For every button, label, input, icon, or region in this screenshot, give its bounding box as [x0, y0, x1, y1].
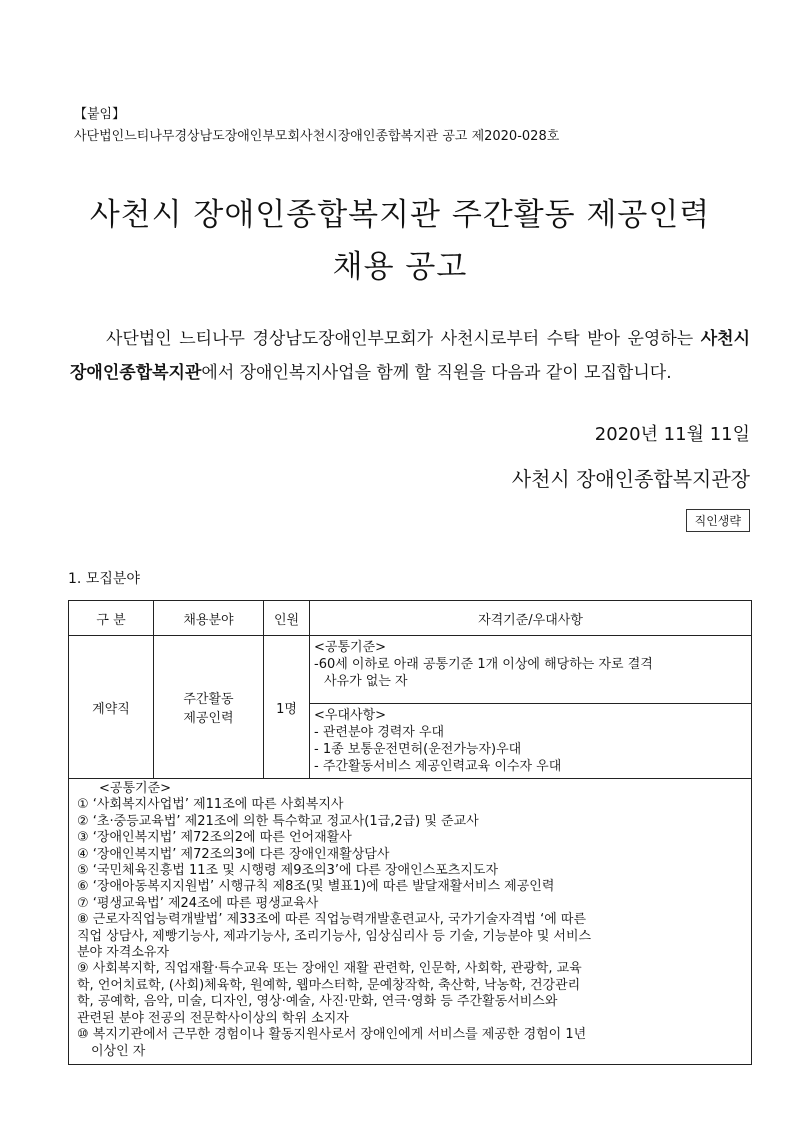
criteria-item-10-line-2: 이상인 자	[91, 1043, 146, 1059]
criteria-item-10-line-1: ⑩ 복지기관에서 근무한 경험이나 활동지원사로서 장애인에게 서비스를 제공한 경험이 1년	[77, 1027, 587, 1043]
cell-count: 1명	[264, 636, 310, 779]
criteria-item-8-line-3: 분야 자격소유자	[77, 945, 170, 961]
header-category: 구 분	[69, 601, 154, 636]
field-line-2: 제공인력	[183, 711, 234, 726]
preference-item: - 주간활동서비스 제공인력교육 이수자 우대	[314, 759, 562, 774]
criteria-item-9-line-4: 관련된 분야 전공의 전문학사이상의 학위 소지자	[77, 1010, 349, 1026]
organization-name: 사천시 장애인종합복지관장	[511, 467, 750, 491]
page-title-line1: 사천시 장애인종합복지관 주간활동 제공인력	[89, 197, 711, 233]
cell-common-criteria	[310, 636, 752, 704]
criteria-item: ② ‘초·중등교육법’ 제21조에 의한 특수학교 정교사(1급,2급) 및 준교사	[77, 813, 479, 829]
common-criteria-line-1: -60세 이하로 아래 공통기준 1개 이상에 해당하는 자로 결격	[314, 657, 653, 672]
criteria-item: ⑤ ‘국민체육진흥법 11조 및 시행령 제9조의3’에 다른 장애인스포츠지도자	[77, 863, 498, 879]
field-line-1: 주간활동	[183, 692, 234, 707]
notice-date: 2020년 11월 11일	[594, 424, 750, 445]
table-header-row	[69, 601, 752, 636]
common-criteria-line-2: 사유가 없는 자	[324, 674, 408, 689]
page-title-line2: 채용 공고	[332, 249, 468, 285]
preference-item: - 1종 보통운전면허(운전가능자)우대	[314, 742, 522, 757]
attachment-label: 【붙임】	[74, 107, 126, 122]
criteria-item-8-line-2: 직업 상담사, 제빵기능사, 제과기능사, 조리기능사, 임상심리사 등 기술, 기능분야 및 서비스	[77, 928, 592, 944]
intro-text-2: 에서 장애인복지사업을 함께 할 직원을 다음과 같이 모집합니다.	[201, 363, 672, 383]
table-row-footnote	[69, 779, 752, 1065]
criteria-item: ④ ‘장애인복지법’ 제72조의3에 다른 장애인재활상담사	[77, 846, 390, 862]
header-criteria: 자격기준/우대사항	[310, 601, 752, 636]
footnote-title: <공통기준>	[99, 781, 172, 796]
criteria-item: ③ ‘장애인복지법’ 제72조의2에 따른 언어재활사	[77, 830, 352, 846]
intro-text-1: 사단법인 느티나무 경상남도장애인부모회가 사천시로부터 수탁 받아 운영하는	[106, 329, 701, 349]
criteria-item-9-line-1: ⑨ 사회복지학, 직업재활·특수교육 또는 장애인 재활 관련학, 인문학, 사회학, 관광학, 교육	[77, 961, 582, 977]
criteria-item: ① ‘사회복지사업법’ 제11조에 따른 사회복지사	[77, 797, 344, 813]
notice-number: 사단법인느티나무경상남도장애인부모회사천시장애인종합복지관 공고 제2020-028호	[74, 129, 560, 144]
seal-omitted-box: 직인생략	[686, 509, 750, 532]
cell-type: 계약직	[69, 636, 154, 779]
preferences-title: <우대사항>	[314, 708, 387, 723]
header-count: 인원	[264, 601, 310, 636]
intro-paragraph	[70, 322, 750, 390]
criteria-item: ⑥ ‘장애아동복지지원법’ 시행규칙 제8조(및 별표1)에 따른 발달재활서비스 제공인력	[77, 879, 555, 895]
criteria-item-8-line-1: ⑧ 근로자직업능력개발법’ 제33조에 따른 직업능력개발훈련교사, 국가기술자격법 ‘에 따른	[77, 912, 587, 928]
cell-common-criteria-detail	[69, 779, 752, 1065]
cell-preferences	[310, 704, 752, 779]
recruitment-table	[68, 600, 752, 1065]
criteria-item-9-line-3: 학, 공예학, 음악, 미술, 디자인, 영상·예술, 사진·만화, 연극·영화 등 주간활동서비스와	[77, 994, 558, 1010]
criteria-item: ⑦ ‘평생교육법’ 제24조에 따른 평생교육사	[77, 895, 319, 911]
cell-field	[154, 636, 264, 779]
header-field: 채용분야	[154, 601, 264, 636]
intro-bold-org: 사천시 장애인종합복지관	[70, 329, 750, 383]
common-criteria-title: <공통기준>	[314, 640, 387, 655]
section-title: 1. 모집분야	[68, 571, 140, 587]
criteria-item-9-line-2: 학, 언어치료학, (사회)체육학, 원예학, 웹마스터학, 문예창작학, 축산학, 낙농학, 건강관리	[77, 977, 581, 993]
table-row-common	[69, 636, 752, 704]
preference-item: - 관련분야 경력자 우대	[314, 725, 445, 740]
